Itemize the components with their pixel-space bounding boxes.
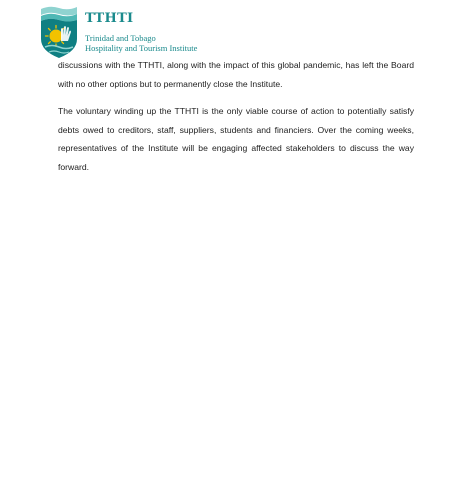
logo-subtitle-line2: Hospitality and Tourism Institute [85, 43, 198, 53]
logo-title: TTHTI [85, 11, 134, 26]
paragraph-1: discussions with the TTHTI, along with the impact of this global pandemic, has left the Board with no other options but to permanently close the Institute. [58, 60, 414, 89]
logo-subtitle-line1: Trinidad and Tobago [85, 33, 156, 43]
document-body [58, 56, 414, 185]
tthti-shield-logo-icon [40, 5, 78, 59]
paragraph-2: The voluntary winding up the TTHTI is the only viable course of action to potentially satisfy debts owed to creditors, staff, suppliers, students and financiers. Over the coming weeks, representatives of the Institute will be engaging affected stakeholders to discuss the way forward. [58, 106, 414, 172]
tthti-logo [40, 5, 240, 59]
